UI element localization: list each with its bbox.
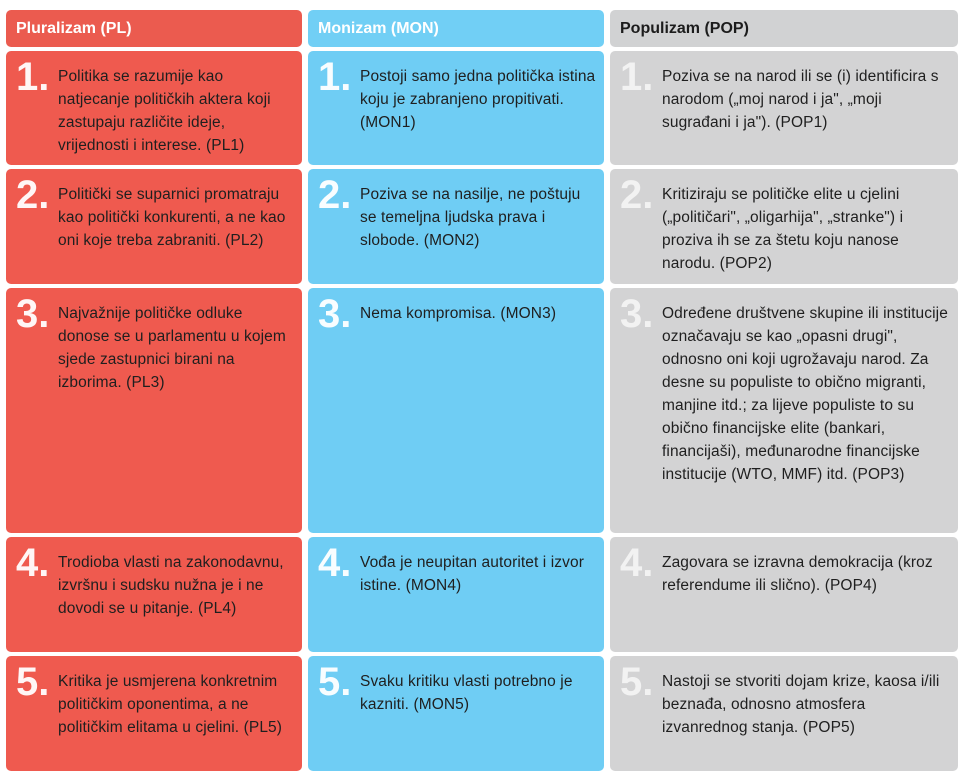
mon-item-text: Postoji samo jedna politička istina koju je zabranjeno propitivati. (MON1) [360,68,596,131]
item-number: 2. [318,173,352,217]
item-number: 1. [318,55,352,99]
pl-item-2 [6,169,302,284]
item-number: 1. [620,55,654,99]
pop-item-2 [610,169,958,284]
pop-item-text: Zagovara se izravna demokracija (kroz referendume ili slično). (POP4) [662,554,933,594]
item-number: 5. [620,660,654,704]
item-number: 3. [620,292,654,336]
pl-item-1 [6,51,302,165]
mon-item-3 [308,288,604,533]
item-number: 2. [16,173,50,217]
pl-item-text: Kritika je usmjerena konkretnim političkim oponentima, a ne političkim elitama u cjelini. (PL5) [58,673,283,736]
pl-item-5 [6,656,302,771]
header-pluralizam: Pluralizam (PL) [6,10,302,47]
mon-item-text: Nema kompromisa. (MON3) [360,305,557,322]
pl-item-text: Politički se suparnici promatraju kao politički konkurenti, a ne kao oni koje treba zabraniti. (PL2) [58,186,286,249]
item-number: 3. [16,292,50,336]
pl-item-4 [6,537,302,652]
pop-item-text: Određene društvene skupine ili institucije označavaju se kao „opasni drugi", odnosno oni koji ugrožavaju narod. Za desne su populiste to obično migranti, manjine itd.; za lijeve populiste to su obično financijske elite (bankari, financijaši), međunarodne financijske institucije (WTO, MMF) itd. (POP3) [662,305,948,483]
pop-item-5 [610,656,958,771]
mon-item-text: Vođa je neupitan autoritet i izvor istine. (MON4) [360,554,584,594]
item-number: 4. [318,541,352,585]
pop-item-4 [610,537,958,652]
mon-item-2 [308,169,604,284]
pl-item-text: Politika se razumije kao natjecanje političkih aktera koji zastupaju različite ideje, vrijednosti i interese. (PL1) [58,68,271,154]
item-number: 4. [620,541,654,585]
pop-item-text: Poziva se na narod ili se (i) identificira s narodom („moj narod i ja", „moji sugrađani i ja"). (POP1) [662,68,939,131]
item-number: 4. [16,541,50,585]
item-number: 2. [620,173,654,217]
mon-item-1 [308,51,604,165]
mon-item-text: Poziva se na nasilje, ne poštuju se temeljna ljudska prava i slobode. (MON2) [360,186,581,249]
pop-item-3 [610,288,958,533]
header-monizam: Monizam (MON) [308,10,604,47]
pop-item-text: Nastoji se stvoriti dojam krize, kaosa i/ili beznađa, odnosno atmosfera izvanrednog stanja. (POP5) [662,673,940,736]
comparison-table [6,10,958,771]
header-populizam: Populizam (POP) [610,10,958,47]
pl-item-text: Najvažnije političke odluke donose se u parlamentu u kojem sjede zastupnici birani na izborima. (PL3) [58,305,286,391]
item-number: 5. [318,660,352,704]
item-number: 3. [318,292,352,336]
pl-item-text: Trodioba vlasti na zakonodavnu, izvršnu i sudsku nužna je i ne dovodi se u pitanje. (PL4) [58,554,284,617]
pop-item-text: Kritiziraju se političke elite u cjelini („političari", „oligarhija", „stranke") i proziva ih se za štetu koju nanose narodu. (POP2) [662,186,904,272]
item-number: 5. [16,660,50,704]
mon-item-4 [308,537,604,652]
mon-item-text: Svaku kritiku vlasti potrebno je kazniti. (MON5) [360,673,573,713]
pl-item-3 [6,288,302,533]
item-number: 1. [16,55,50,99]
pop-item-1 [610,51,958,165]
mon-item-5 [308,656,604,771]
